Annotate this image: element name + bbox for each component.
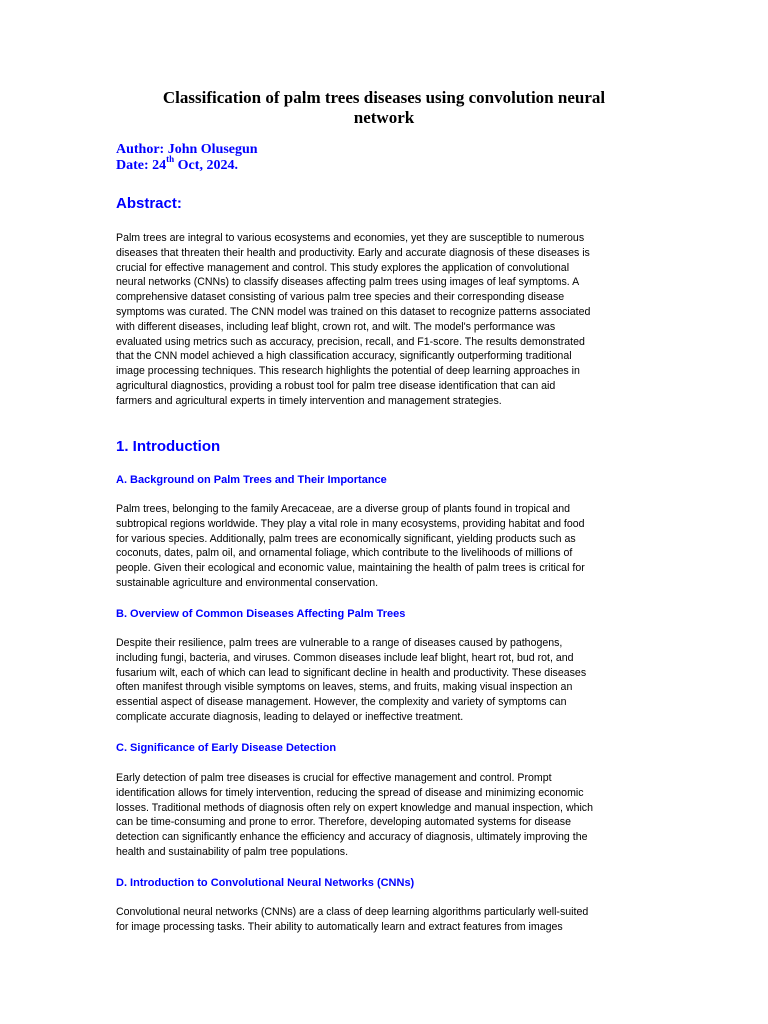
text-line: Convolutional neural networks (CNNs) are a class of deep learning algorithms particularly well-suited xyxy=(116,906,589,918)
date-superscript: th xyxy=(166,154,175,165)
text-line: fusarium wilt, each of which can lead to significant decline in health and productivity. These diseases xyxy=(116,666,587,679)
text-line: sustainable agriculture and environmental conservation. xyxy=(116,576,379,589)
text-line: subtropical regions worldwide. They play a vital role in many ecosystems, providing habitat and food xyxy=(116,517,585,530)
date-prefix: Date: 24 xyxy=(116,158,167,173)
text-line: complicate accurate diagnosis, leading to delayed or ineffective treatment. xyxy=(116,710,464,723)
text-line: diseases that threaten their health and productivity. Early and accurate diagnosis of these diseases is xyxy=(116,246,590,259)
text-line: for various species. Additionally, palm trees are economically significant, yielding products such as xyxy=(116,532,576,545)
subsection-heading-d: D. Introduction to Convolutional Neural Networks (CNNs) xyxy=(116,877,415,889)
text-line: Palm trees, belonging to the family Arecaceae, are a diverse group of plants found in tropical and xyxy=(116,503,571,515)
text-line: losses. Traditional methods of diagnosis often rely on expert knowledge and manual inspection, which xyxy=(116,801,593,814)
author-line: Author: John Olusegun xyxy=(116,142,258,157)
paper-title xyxy=(116,88,652,128)
text-line: crucial for effective management and control. This study explores the application of convolutional xyxy=(116,261,570,274)
text-line: for image processing tasks. Their ability to automatically learn and extract features from images xyxy=(116,920,563,933)
text-line: can be time-consuming and prone to error. Therefore, developing automated systems for disease xyxy=(116,816,571,829)
text-line: Despite their resilience, palm trees are vulnerable to a range of diseases caused by pathogens, xyxy=(116,637,563,649)
text-line: coconuts, dates, palm oil, and ornamental foliage, which contribute to the livelihoods of millions of xyxy=(116,547,573,560)
text-line: detection can significantly enhance the efficiency and accuracy of diagnosis, ultimately improving the xyxy=(116,831,588,844)
text-line: identification allows for timely intervention, reducing the spread of disease and minimizing economic xyxy=(116,786,584,799)
text-line: Palm trees are integral to various ecosystems and economies, yet they are susceptible to numerous xyxy=(116,232,585,244)
text-line: essential aspect of disease management. However, the complexity and variety of symptoms can xyxy=(116,696,567,709)
text-line: with different diseases, including leaf blight, crown rot, and wilt. The model's performance was xyxy=(116,320,556,333)
text-line: often manifest through visible symptoms on leaves, stems, and fruits, making visual inspection an xyxy=(116,681,573,694)
date-line xyxy=(116,154,238,174)
abstract-paragraph xyxy=(116,231,656,409)
section-heading-introduction: 1. Introduction xyxy=(116,438,221,455)
paper-title-line-1: Classification of palm trees diseases using convolution neural xyxy=(162,88,606,107)
text-line: Early detection of palm tree diseases is crucial for effective management and control. Prompt xyxy=(116,772,552,784)
text-line: image processing techniques. This research highlights the potential of deep learning approaches in xyxy=(116,365,580,378)
text-line: comprehensive dataset consisting of various palm tree species and their corresponding disease xyxy=(116,291,565,304)
text-line: evaluated using metrics such as accuracy, precision, recall, and F1-score. The results demonstrated xyxy=(116,335,585,348)
text-line: people. Given their ecological and economic value, maintaining the health of palm trees is critical for xyxy=(116,562,585,575)
subsection-heading-a: A. Background on Palm Trees and Their Importance xyxy=(116,474,387,486)
subsection-b-paragraph xyxy=(116,636,656,725)
abstract-heading: Abstract: xyxy=(116,195,182,212)
text-line: agricultural diagnostics, providing a robust tool for palm tree disease identification that can aid xyxy=(116,379,556,392)
text-line: neural networks (CNNs) to classify diseases affecting palm trees using images of leaf symptoms. A xyxy=(116,276,580,289)
subsection-heading-b: B. Overview of Common Diseases Affecting Palm Trees xyxy=(116,608,406,620)
date-suffix: Oct, 2024. xyxy=(174,158,238,173)
subsection-heading-c: C. Significance of Early Disease Detection xyxy=(116,742,337,754)
subsection-c-paragraph xyxy=(116,771,656,860)
text-line: including fungi, bacteria, and viruses. Common diseases include leaf blight, heart rot, bud rot, and xyxy=(116,651,574,664)
text-line: health and sustainability of palm tree populations. xyxy=(116,845,349,858)
text-line: farmers and agricultural experts in timely intervention and management strategies. xyxy=(116,394,502,407)
text-line: that the CNN model achieved a high classification accuracy, significantly outperforming traditional xyxy=(116,350,572,363)
paper-title-line-2: network xyxy=(353,108,415,127)
subsection-a-paragraph xyxy=(116,502,656,591)
text-line: symptoms was curated. The CNN model was trained on this dataset to recognize patterns associated xyxy=(116,305,591,318)
subsection-d-paragraph xyxy=(116,905,656,935)
